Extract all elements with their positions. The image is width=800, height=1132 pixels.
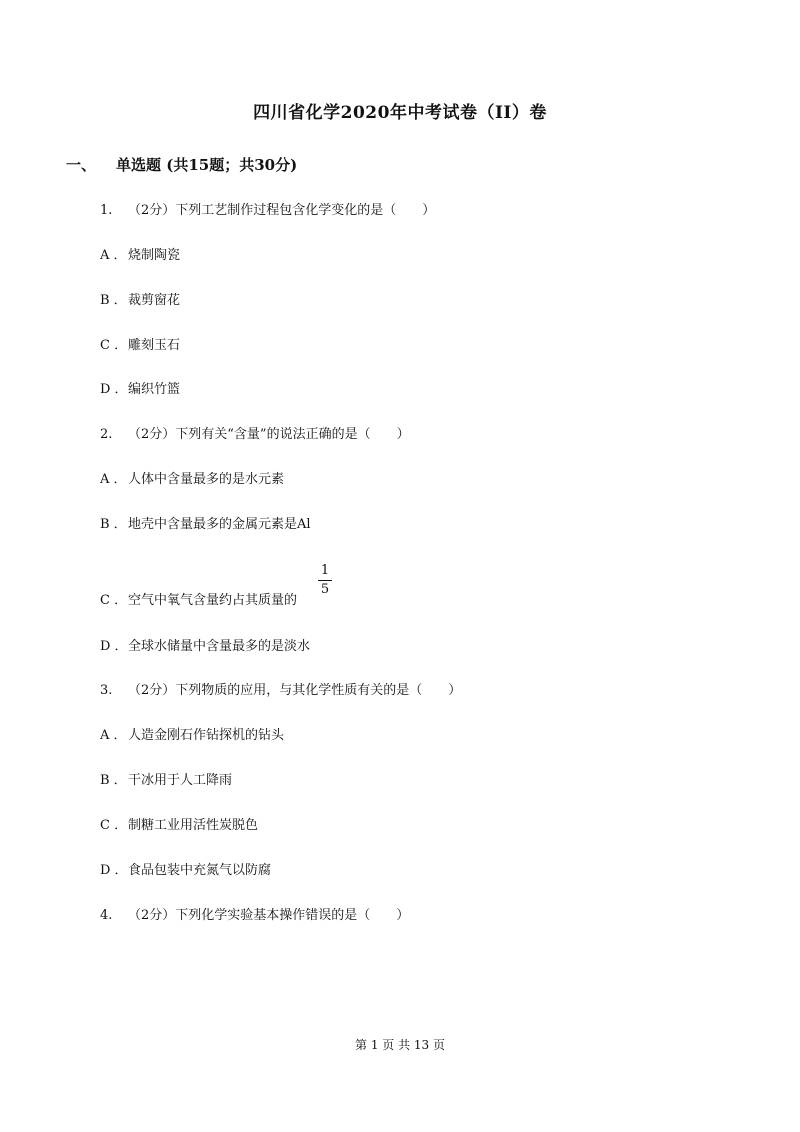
question-4 [100,904,409,923]
option-1d [100,378,180,397]
option-2b [100,513,311,532]
option-text: 裁剪窗花 [128,293,181,308]
page-title: 四川省化学2020年中考试卷（II）卷 [253,103,547,123]
question-number: 2. [100,427,113,442]
option-letter: B ． [100,517,127,532]
question-1 [100,199,435,218]
option-letter: A ． [100,472,127,487]
fraction-one-fifth [318,564,332,597]
option-2a [100,468,284,487]
option-3d [100,859,271,878]
option-3a [100,724,284,743]
question-number: 3. [100,683,113,698]
option-letter: B ． [100,773,127,788]
question-number: 4. [100,908,113,923]
option-letter: D ． [100,639,128,654]
question-text: （2分）下列工艺制作过程包含化学变化的是（ ） [128,203,436,218]
option-letter: C ． [100,818,128,833]
option-text: 编织竹篮 [128,382,181,397]
option-text: 干冰用于人工降雨 [128,773,233,788]
option-text: 人造金刚石作钻探机的钻头 [128,728,285,743]
option-text: 雕刻玉石 [128,338,181,353]
option-letter: D ． [100,863,128,878]
option-text: 制糖工业用活性炭脱色 [128,818,259,833]
option-1b [100,289,180,308]
option-letter: C ． [100,338,128,353]
option-2c [100,589,297,608]
option-letter: B ． [100,293,127,308]
option-text: 地壳中含量最多的金属元素是Al [128,517,311,532]
question-text: （2分）下列物质的应用，与其化学性质有关的是（ ） [128,683,462,698]
section-number: 一、 [66,156,97,174]
option-3c [100,814,258,833]
option-2d [100,635,310,654]
option-text: 全球水储量中含量最多的是淡水 [128,639,311,654]
question-text: （2分）下列化学实验基本操作错误的是（ ） [128,908,410,923]
question-3 [100,679,461,698]
option-letter: A ． [100,248,127,263]
question-number: 1. [100,203,113,218]
option-letter: A ． [100,728,127,743]
fraction-denominator: 5 [320,582,330,597]
option-1c [100,334,180,353]
question-2 [100,423,410,442]
page-footer: 第 1 页 共 13 页 [355,1038,445,1052]
option-letter: D ． [100,382,128,397]
fraction-numerator: 1 [320,563,330,578]
option-text: 人体中含量最多的是水元素 [128,472,285,487]
question-text: （2分）下列有关“含量”的说法正确的是（ ） [128,427,410,442]
option-3b [100,769,232,788]
option-text: 空气中氧气含量约占其质量的 [128,593,298,608]
option-letter: C ． [100,593,128,608]
section-label: 单选题 (共15题；共30分) [116,156,298,174]
option-text: 食品包装中充氮气以防腐 [128,863,272,878]
section-heading [66,154,297,175]
fraction-bar [318,580,332,581]
option-text: 烧制陶瓷 [128,248,181,263]
option-1a [100,244,180,263]
